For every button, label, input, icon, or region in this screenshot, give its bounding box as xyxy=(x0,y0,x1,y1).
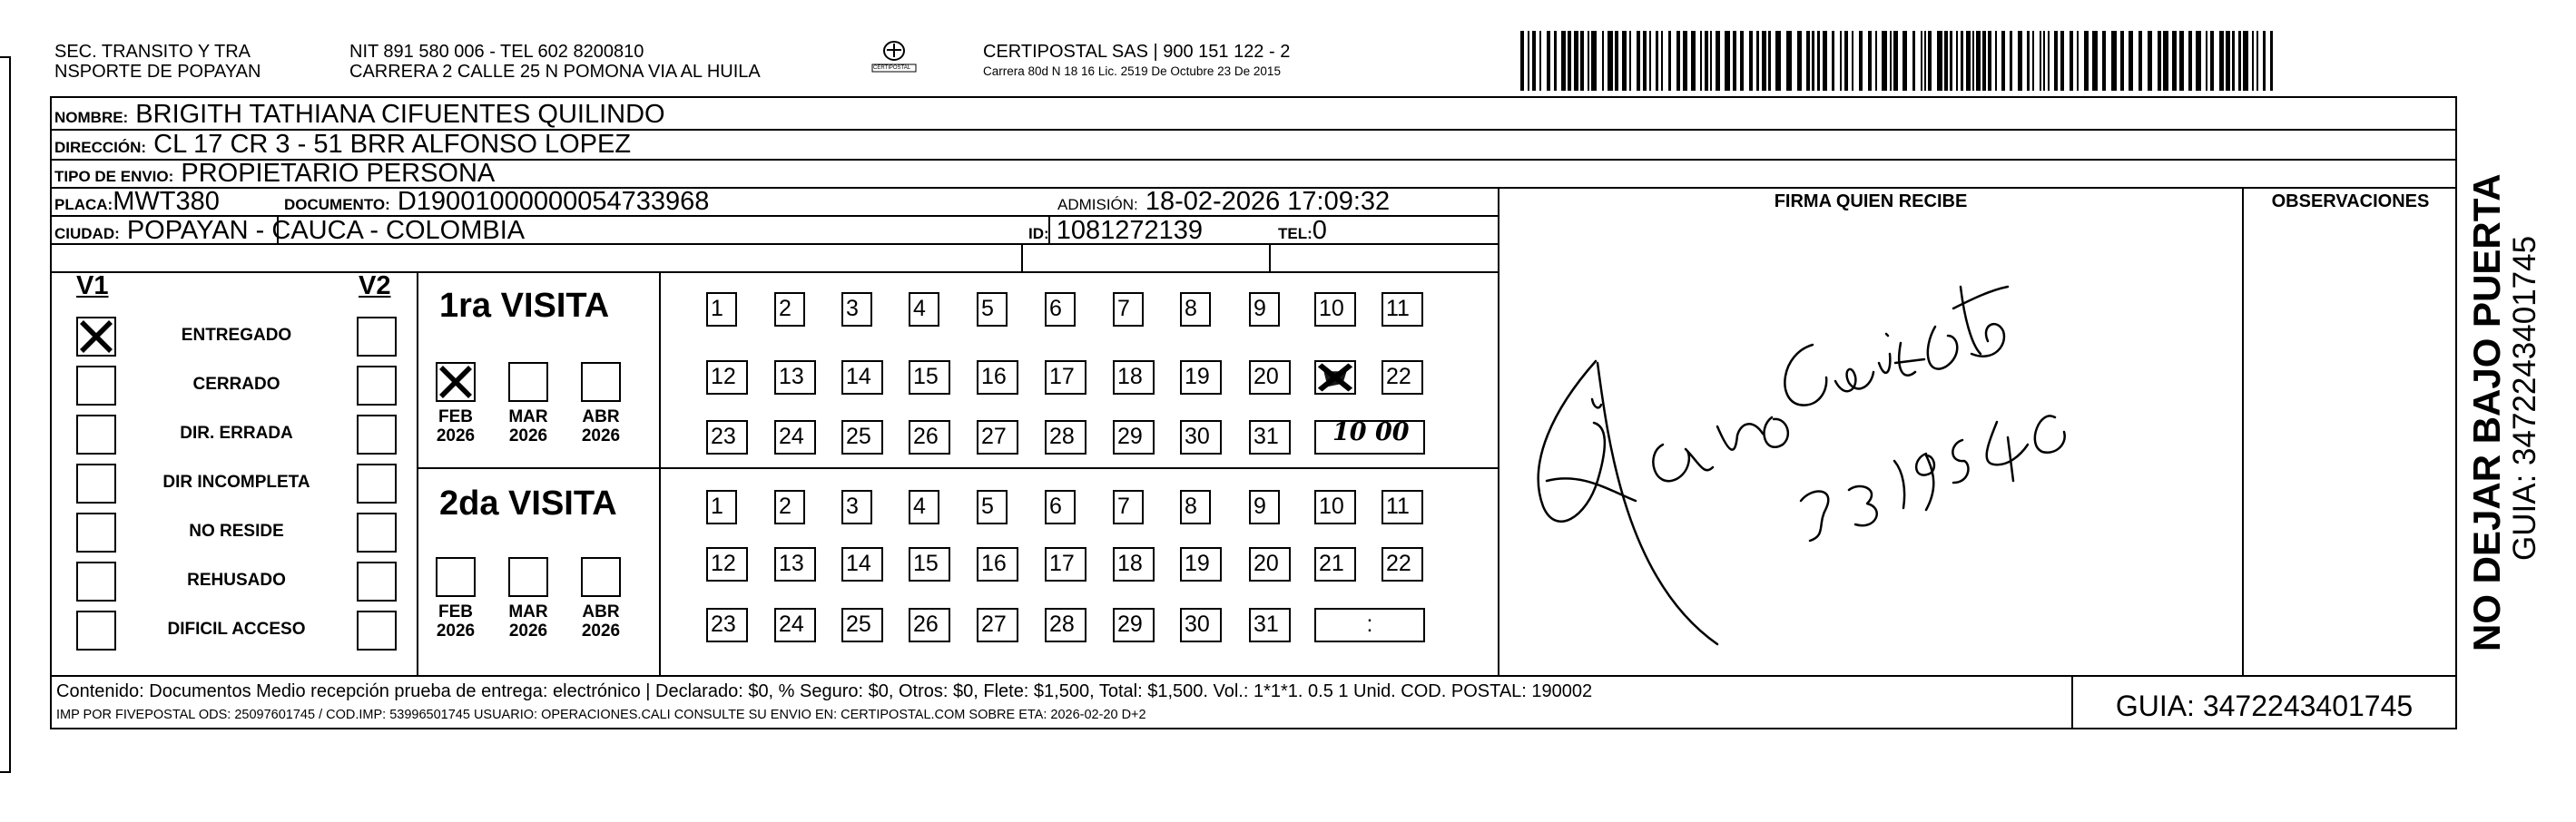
month-label: FEB 2026 xyxy=(436,407,476,445)
day-box[interactable]: 23 xyxy=(706,420,748,455)
day-box[interactable]: 18 xyxy=(1113,360,1155,395)
v2-checkbox[interactable] xyxy=(357,464,397,504)
certipostal-logo xyxy=(871,39,917,79)
v2-label: V2 xyxy=(359,271,391,300)
day-box[interactable]: 7 xyxy=(1113,490,1144,524)
day-box[interactable]: 30 xyxy=(1180,420,1222,455)
day-box[interactable]: 4 xyxy=(909,490,939,524)
visit1-time-handwritten: 10 00 xyxy=(1332,418,1410,446)
day-box[interactable]: 26 xyxy=(909,420,950,455)
status-option-label: NO RESIDE xyxy=(189,522,284,541)
plate-number: MWT380 xyxy=(113,187,220,216)
day-box[interactable]: 16 xyxy=(977,360,1018,395)
day-box[interactable]: 30 xyxy=(1180,608,1222,642)
day-box[interactable]: 7 xyxy=(1113,292,1144,327)
time-box[interactable]: : xyxy=(1314,608,1425,642)
day-box[interactable]: 12 xyxy=(706,360,748,395)
recipient-name: BRIGITH TATHIANA CIFUENTES QUILINDO xyxy=(135,100,665,129)
month-checkbox[interactable] xyxy=(581,557,621,597)
day-box[interactable]: 28 xyxy=(1045,608,1086,642)
crop-mark xyxy=(0,56,9,58)
day-box[interactable]: 27 xyxy=(977,608,1018,642)
status-option-label: REHUSADO xyxy=(187,571,286,590)
footer-print-info: IMP POR FIVEPOSTAL ODS: 25097601745 / COD.IMP: 53996501745 USUARIO: OPERACIONES.CALI CONSULTE SU ENVIO EN: CERTIPOSTAL.COM SOBRE ETA: 2026-02-20 D+2 xyxy=(56,708,1146,722)
v2-checkbox[interactable] xyxy=(357,562,397,602)
day-box[interactable]: 9 xyxy=(1249,292,1280,327)
day-box[interactable]: 1 xyxy=(706,292,737,327)
visit1-title: 1ra VISITA xyxy=(439,287,610,325)
day-box[interactable]: 23 xyxy=(706,608,748,642)
v1-checkbox[interactable] xyxy=(76,611,116,651)
day-box[interactable]: 8 xyxy=(1180,490,1211,524)
day-box[interactable]: 22 xyxy=(1381,547,1423,582)
v1-checkbox[interactable] xyxy=(76,415,116,455)
month-label: ABR 2026 xyxy=(581,602,621,641)
ciudad-row: CIUDAD: POPAYAN - CAUCA - COLOMBIA xyxy=(54,216,526,245)
day-box[interactable]: 1 xyxy=(706,490,737,524)
status-option-label: ENTREGADO xyxy=(181,326,292,345)
v1-checkbox[interactable] xyxy=(76,366,116,406)
day-box[interactable]: 2 xyxy=(774,490,805,524)
v2-checkbox[interactable] xyxy=(357,415,397,455)
day-box[interactable]: 3 xyxy=(841,292,872,327)
v1-checkbox[interactable] xyxy=(76,513,116,553)
footer-guia: GUIA: 3472243401745 xyxy=(2115,690,2414,722)
month-checkbox[interactable] xyxy=(508,557,548,597)
v1-checkbox[interactable] xyxy=(76,464,116,504)
documento-row: DOCUMENTO: D19001000000054733968 xyxy=(284,187,710,216)
barcode xyxy=(1520,31,2278,91)
day-box[interactable]: 19 xyxy=(1180,360,1222,395)
day-box[interactable]: 2 xyxy=(774,292,805,327)
day-box[interactable]: 31 xyxy=(1249,608,1291,642)
day-box[interactable]: 17 xyxy=(1045,360,1086,395)
placa-row: PLACA:MWT380 xyxy=(54,187,220,216)
month-checkbox[interactable] xyxy=(508,362,548,402)
no-dejar-bajo-puerta: NO DEJAR BAJO PUERTA xyxy=(2465,173,2508,651)
day-box[interactable]: 31 xyxy=(1249,420,1291,455)
day-box[interactable]: 24 xyxy=(774,420,816,455)
sender-address: CARRERA 2 CALLE 25 N POMONA VIA AL HUILA xyxy=(349,62,761,82)
day-box[interactable]: 10 xyxy=(1314,490,1356,524)
company-license: Carrera 80d N 18 16 Lic. 2519 De Octubre 23 De 2015 xyxy=(983,64,1281,78)
admision-row: ADMISIÓN: 18-02-2026 17:09:32 xyxy=(1057,187,1391,216)
recipient-id: 1081272139 xyxy=(1056,216,1204,245)
day-box[interactable]: 21 xyxy=(1314,547,1356,582)
shipment-type: PROPIETARIO PERSONA xyxy=(181,159,496,188)
month-checkbox[interactable] xyxy=(436,557,476,597)
day-box[interactable]: 14 xyxy=(841,547,883,582)
day-box[interactable] xyxy=(1314,360,1356,395)
month-label: ABR 2026 xyxy=(581,407,621,445)
day-box[interactable]: 13 xyxy=(774,547,816,582)
day-box[interactable]: 15 xyxy=(909,547,950,582)
day-box[interactable]: 11 xyxy=(1381,292,1423,327)
day-box[interactable]: 29 xyxy=(1113,420,1155,455)
day-box[interactable]: 25 xyxy=(841,608,883,642)
day-box[interactable]: 22 xyxy=(1381,360,1423,395)
recipient-tel: 0 xyxy=(1312,216,1327,245)
day-box[interactable]: 4 xyxy=(909,292,939,327)
day-box[interactable]: 12 xyxy=(706,547,748,582)
v2-checkbox[interactable] xyxy=(357,611,397,651)
recipient-signature xyxy=(1499,218,2242,675)
signature-column-title: FIRMA QUIEN RECIBE xyxy=(1774,191,1968,211)
day-box[interactable]: 3 xyxy=(841,490,872,524)
month-checkbox[interactable] xyxy=(581,362,621,402)
day-box[interactable]: 5 xyxy=(977,490,1008,524)
v2-checkbox[interactable] xyxy=(357,513,397,553)
day-box[interactable]: 26 xyxy=(909,608,950,642)
admission-date: 18-02-2026 17:09:32 xyxy=(1145,187,1391,216)
crop-mark xyxy=(0,771,9,773)
sender-nit: NIT 891 580 006 - TEL 602 8200810 xyxy=(349,42,644,62)
day-box[interactable]: 8 xyxy=(1180,292,1211,327)
footer-content: Contenido: Documentos Medio recepción prueba de entrega: electrónico | Declarado: $0, % Seguro: $0, Otros: $0, Flete: $1,500, Total: $1,500. Vol.: 1*1*1. 0.5 1 Unid. COD. POSTAL: 190002 xyxy=(56,681,1593,701)
month-label: MAR 2026 xyxy=(508,407,548,445)
status-option-label: DIR INCOMPLETA xyxy=(162,473,310,492)
day-box[interactable]: 16 xyxy=(977,547,1018,582)
day-box[interactable]: 18 xyxy=(1113,547,1155,582)
day-box[interactable]: 6 xyxy=(1045,490,1076,524)
day-box[interactable]: 6 xyxy=(1045,292,1076,327)
day-box[interactable]: 28 xyxy=(1045,420,1086,455)
month-label: FEB 2026 xyxy=(436,602,476,641)
logo-text: CERTIPOSTAL xyxy=(873,65,911,71)
visit2-title: 2da VISITA xyxy=(439,484,617,523)
day-box[interactable]: 5 xyxy=(977,292,1008,327)
sender-name-line2: NSPORTE DE POPAYAN xyxy=(54,62,261,82)
day-box[interactable]: 15 xyxy=(909,360,950,395)
v1-checkbox[interactable] xyxy=(76,317,116,357)
v2-checkbox[interactable] xyxy=(357,317,397,357)
sender-name-line1: SEC. TRANSITO Y TRA xyxy=(54,42,251,62)
v1-label: V1 xyxy=(76,271,109,300)
nombre-row: NOMBRE: BRIGITH TATHIANA CIFUENTES QUILINDO xyxy=(54,100,665,129)
status-option-label: DIFICIL ACCESO xyxy=(167,620,306,639)
tipo-envio-row: TIPO DE ENVIO: PROPIETARIO PERSONA xyxy=(54,159,496,188)
recipient-address: CL 17 CR 3 - 51 BRR ALFONSO LOPEZ xyxy=(153,130,632,159)
day-box[interactable]: 13 xyxy=(774,360,816,395)
day-box[interactable]: 19 xyxy=(1180,547,1222,582)
side-guia: GUIA: 3472243401745 xyxy=(2507,235,2542,561)
day-box[interactable]: 24 xyxy=(774,608,816,642)
day-box[interactable]: 25 xyxy=(841,420,883,455)
document-number: D19001000000054733968 xyxy=(397,187,710,216)
v2-checkbox[interactable] xyxy=(357,366,397,406)
day-box[interactable]: 20 xyxy=(1249,360,1291,395)
status-option-label: DIR. ERRADA xyxy=(180,424,293,443)
day-box[interactable]: 27 xyxy=(977,420,1018,455)
direccion-row: DIRECCIÓN: CL 17 CR 3 - 51 BRR ALFONSO LOPEZ xyxy=(54,130,632,159)
month-label: MAR 2026 xyxy=(508,602,548,641)
day-box[interactable]: 29 xyxy=(1113,608,1155,642)
day-box[interactable]: 17 xyxy=(1045,547,1086,582)
crop-mark xyxy=(9,56,11,773)
month-checkbox[interactable] xyxy=(436,362,476,402)
observations-column-title: OBSERVACIONES xyxy=(2271,191,2430,211)
status-option-label: CERRADO xyxy=(192,375,280,394)
tel-row: TEL:0 xyxy=(1278,216,1327,245)
day-box[interactable]: 10 xyxy=(1314,292,1356,327)
company-line: CERTIPOSTAL SAS | 900 151 122 - 2 xyxy=(983,42,1291,62)
city: POPAYAN - CAUCA - COLOMBIA xyxy=(126,216,526,245)
id-row: ID: 1081272139 xyxy=(1028,216,1204,245)
day-box[interactable]: 11 xyxy=(1381,490,1423,524)
day-box[interactable]: 14 xyxy=(841,360,883,395)
day-box[interactable]: 20 xyxy=(1249,547,1291,582)
day-box[interactable]: 9 xyxy=(1249,490,1280,524)
v1-checkbox[interactable] xyxy=(76,562,116,602)
